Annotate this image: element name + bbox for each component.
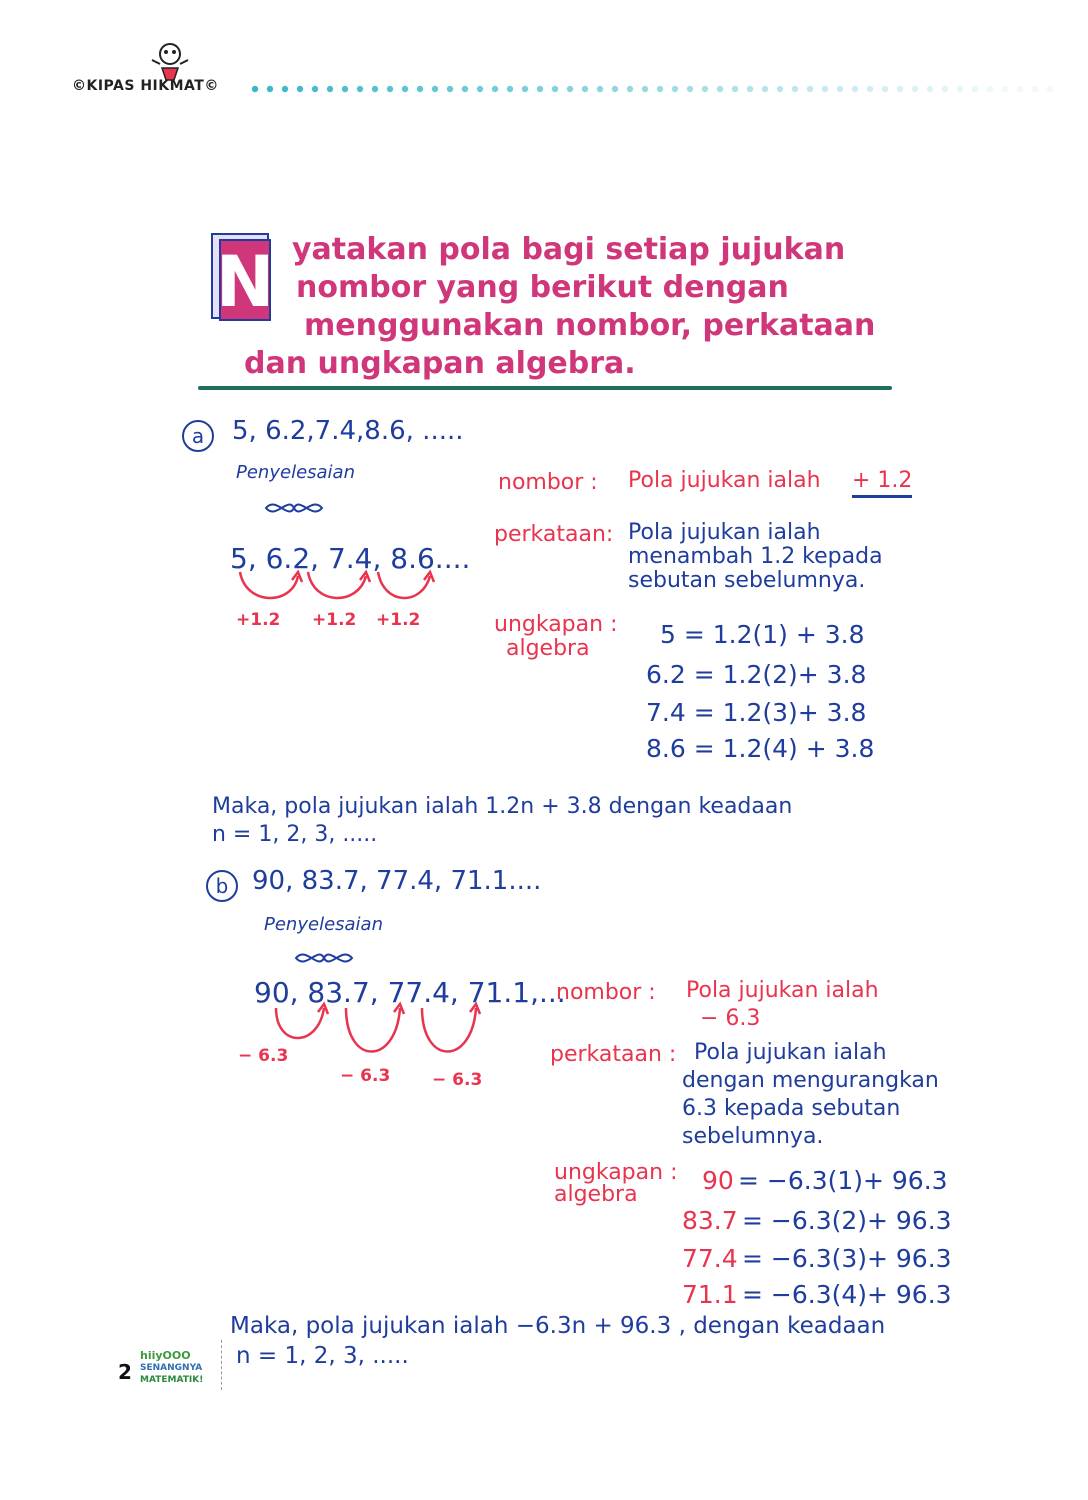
header-dot — [747, 86, 753, 92]
header-dot — [837, 86, 843, 92]
header-dot — [957, 86, 963, 92]
header-dot — [942, 86, 948, 92]
header-dot — [582, 86, 588, 92]
part-b-solution-label: Penyelesaian — [264, 914, 383, 935]
part-b-arrows — [262, 1000, 502, 1066]
part-b-eq-rhs-4: = −6.3(4)+ 96.3 — [742, 1280, 952, 1309]
header-dot — [927, 86, 933, 92]
brand-label: ©KIPAS HIKMAT© — [72, 78, 219, 94]
part-a-eq-2: 6.2 = 1.2(2)+ 3.8 — [646, 660, 867, 689]
part-b-diff-3: − 6.3 — [432, 1070, 483, 1090]
part-b-perkataan-3: 6.3 kepada sebutan — [682, 1096, 901, 1121]
part-a-perkataan-3: sebutan sebelumnya. — [628, 568, 866, 593]
part-b-eq-rhs-2: = −6.3(2)+ 96.3 — [742, 1206, 952, 1235]
part-b-perkataan-2: dengan mengurangkan — [682, 1068, 939, 1093]
part-b-eq-rhs-1: = −6.3(1)+ 96.3 — [738, 1166, 948, 1195]
header-dot — [267, 86, 273, 92]
header-dot — [627, 86, 633, 92]
header-dot — [1032, 86, 1038, 92]
header-dot — [507, 86, 513, 92]
part-b-diff-2: − 6.3 — [340, 1066, 391, 1086]
part-a-eq-4: 8.6 = 1.2(4) + 3.8 — [646, 734, 875, 763]
part-a-algebra-label: algebra — [506, 636, 590, 661]
header-dot — [642, 86, 648, 92]
title-line-1: yatakan pola bagi setiap jujukan — [292, 232, 846, 267]
part-a-conclusion-2: n = 1, 2, 3, ..... — [212, 822, 378, 847]
header-dot — [252, 86, 258, 92]
part-a-sequence: 5, 6.2,7.4,8.6, ..... — [232, 416, 464, 446]
header-dot — [357, 86, 363, 92]
header-dot — [447, 86, 453, 92]
header-dot — [537, 86, 543, 92]
header-dot — [657, 86, 663, 92]
part-a-solution-label: Penyelesaian — [236, 462, 355, 483]
header-dot — [867, 86, 873, 92]
part-b-eq-lhs-3: 77.4 — [682, 1244, 738, 1273]
part-a-ungkapan-label: ungkapan : — [494, 612, 618, 637]
header-dot — [807, 86, 813, 92]
part-b-eq-lhs-1: 90 — [702, 1166, 734, 1195]
part-a-nombor-text: Pola jujukan ialah — [628, 468, 821, 493]
part-a-diff-1: +1.2 — [236, 610, 281, 630]
badge-line-3: MATEMATIK! — [140, 1375, 204, 1385]
header-dot — [822, 86, 828, 92]
part-b-eq-lhs-2: 83.7 — [682, 1206, 738, 1235]
header-dot — [342, 86, 348, 92]
part-a-perkataan-1: Pola jujukan ialah — [628, 520, 821, 545]
header-dot — [432, 86, 438, 92]
header-dot — [702, 86, 708, 92]
title-line-4: dan ungkapan algebra. — [244, 346, 636, 381]
header-dot — [987, 86, 993, 92]
header-dot — [762, 86, 768, 92]
header-dot — [477, 86, 483, 92]
header-dot — [792, 86, 798, 92]
part-b-eq-rhs-3: = −6.3(3)+ 96.3 — [742, 1244, 952, 1273]
part-b-nombor-value: − 6.3 — [700, 1006, 761, 1031]
title-divider — [198, 386, 892, 390]
part-b-nombor-text: Pola jujukan ialah — [686, 978, 879, 1003]
header-dot — [882, 86, 888, 92]
part-b-perkataan-1: Pola jujukan ialah — [694, 1040, 887, 1065]
part-b-ungkapan-label: ungkapan : — [554, 1160, 678, 1185]
drop-cap — [206, 228, 276, 324]
part-a-perkataan-label: perkataan: — [494, 522, 614, 547]
badge-line-1: hiiyOOO — [140, 1349, 191, 1362]
part-b-perkataan-4: sebelumnya. — [682, 1124, 824, 1149]
header-dot — [372, 86, 378, 92]
part-a-marker: a — [182, 420, 214, 452]
part-a-eq-1: 5 = 1.2(1) + 3.8 — [660, 620, 865, 649]
header-dot-line — [250, 84, 1070, 94]
part-b-sequence: 90, 83.7, 77.4, 71.1.... — [252, 866, 542, 896]
header-dot — [282, 86, 288, 92]
header-dot — [687, 86, 693, 92]
header-dot — [387, 86, 393, 92]
header-dot — [897, 86, 903, 92]
part-b-nombor-label: nombor : — [556, 980, 656, 1005]
part-a-eq-3: 7.4 = 1.2(3)+ 3.8 — [646, 698, 867, 727]
part-a-flourish — [262, 494, 326, 522]
part-b-algebra-label: algebra — [554, 1182, 638, 1207]
header-dot — [327, 86, 333, 92]
header-dot — [777, 86, 783, 92]
badge-line-2: SENANGNYA — [140, 1363, 203, 1373]
part-a-nombor-value: + 1.2 — [852, 468, 912, 498]
header-dot — [672, 86, 678, 92]
part-b-worked-sequence: 90, 83.7, 77.4, 71.1,... — [254, 976, 566, 1009]
header-dot — [297, 86, 303, 92]
part-a-nombor-label: nombor : — [498, 470, 598, 495]
part-b-diff-1: − 6.3 — [238, 1046, 289, 1066]
part-b-perkataan-label: perkataan : — [550, 1042, 677, 1067]
header-dot — [402, 86, 408, 92]
header-dot — [1002, 86, 1008, 92]
part-a-arrows — [232, 566, 452, 612]
svg-text:N: N — [215, 241, 275, 323]
part-b-marker: b — [206, 870, 238, 902]
header-dot — [972, 86, 978, 92]
header-dot — [597, 86, 603, 92]
header-dot — [492, 86, 498, 92]
part-b-conclusion-1: Maka, pola jujukan ialah −6.3n + 96.3 , dengan keadaan — [230, 1313, 886, 1339]
badge-divider — [215, 1340, 222, 1390]
part-a-worked-sequence: 5, 6.2, 7.4, 8.6.... — [230, 542, 471, 575]
part-b-flourish — [292, 944, 356, 972]
header-dot — [1047, 86, 1053, 92]
part-a-diff-2: +1.2 — [312, 610, 357, 630]
header-dot — [912, 86, 918, 92]
header-dot — [567, 86, 573, 92]
header-dot — [462, 86, 468, 92]
header-dot — [717, 86, 723, 92]
mascot-illustration — [148, 40, 192, 82]
header-dot — [612, 86, 618, 92]
series-badge — [140, 1350, 220, 1386]
header-dot — [312, 86, 318, 92]
part-a-perkataan-2: menambah 1.2 kepada — [628, 544, 883, 569]
header-dot — [552, 86, 558, 92]
part-a-diff-3: +1.2 — [376, 610, 421, 630]
title-line-3: menggunakan nombor, perkataan — [304, 308, 876, 343]
page-number: 2 — [118, 1360, 132, 1384]
part-b-conclusion-2: n = 1, 2, 3, ..... — [236, 1343, 409, 1369]
header-dot — [417, 86, 423, 92]
header-dot — [732, 86, 738, 92]
title-line-2: nombor yang berikut dengan — [296, 270, 789, 305]
part-b-eq-lhs-4: 71.1 — [682, 1280, 738, 1309]
part-a-conclusion-1: Maka, pola jujukan ialah 1.2n + 3.8 dengan keadaan — [212, 794, 793, 819]
header-dot — [852, 86, 858, 92]
header-dot — [1017, 86, 1023, 92]
header-dot — [522, 86, 528, 92]
